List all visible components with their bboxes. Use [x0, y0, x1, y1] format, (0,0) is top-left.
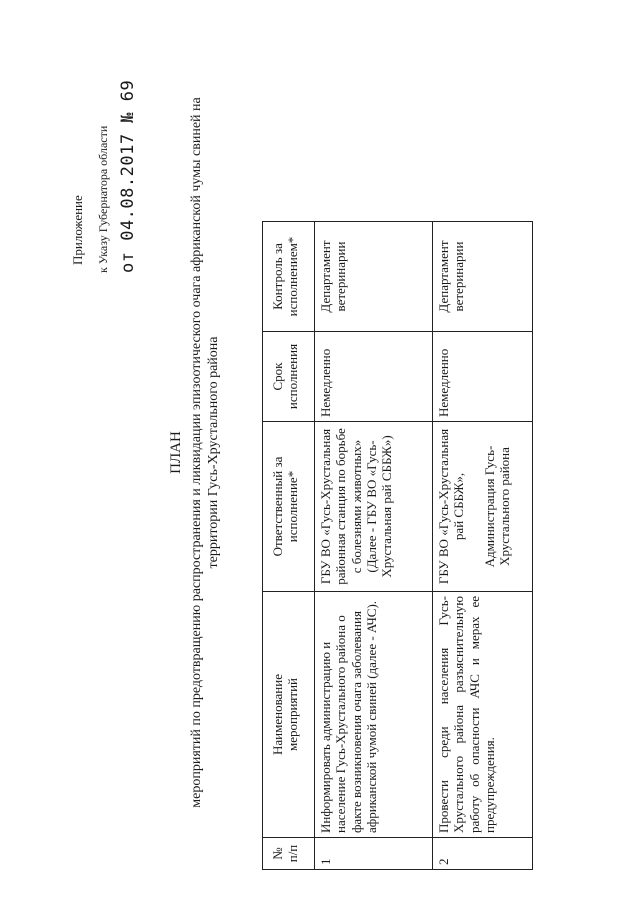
- column-header-control: Контроль за исполнением*: [263, 222, 315, 332]
- row-responsible: ГБУ ВО «Гусь-Хрустальная рай СББЖ», Администрация Гусь-Хрустального района: [433, 422, 533, 592]
- appendix-label: Приложение: [70, 195, 85, 265]
- column-header-responsible: Ответственный за исполнение*: [263, 422, 315, 592]
- row-number: 2: [433, 838, 533, 870]
- decree-reference: к Указу Губернатора области: [96, 125, 110, 273]
- document-subtitle-line-2: территории Гусь-Хрустального района: [206, 336, 221, 569]
- row-deadline: Немедленно: [433, 332, 533, 422]
- row-number: 1: [315, 838, 433, 870]
- row-responsible: ГБУ ВО «Гусь-Хрустальная районная станция по борьбе с болезнями животных» (Далее - ГБУ ВО «Гусь-Хрустальная рай СББЖ»): [315, 422, 433, 592]
- decree-number: от 04.08.2017 № 69: [118, 79, 138, 273]
- row-control: Департамент ветеринарии: [315, 222, 433, 332]
- table-row: [315, 222, 433, 870]
- row-activity: Информировать администрацию и население Гусь-Хрустального района о факте возникновения очага заболевания африканской чумой свиней (далее - АЧС).: [315, 592, 433, 838]
- row-activity: Провести среди населения Гусь-Хрустального района разъяснительную работу об опасности АЧС и мерах ее предупреждения.: [433, 592, 533, 838]
- column-header-deadline: Срок исполнения: [263, 332, 315, 422]
- plan-table: [262, 221, 533, 870]
- document-subtitle-line-1: мероприятий по предотвращению распространения и ликвидации эпизоотического очага африканской чумы свиней на: [189, 97, 204, 808]
- table-header-row: [263, 222, 315, 870]
- column-header-number: № п/п: [263, 838, 315, 870]
- row-deadline: Немедленно: [315, 332, 433, 422]
- document-title: ПЛАН: [168, 431, 184, 474]
- row-control: Департамент ветеринарии: [433, 222, 533, 332]
- column-header-activity: Наименование мероприятий: [263, 592, 315, 838]
- table-row: [433, 222, 533, 870]
